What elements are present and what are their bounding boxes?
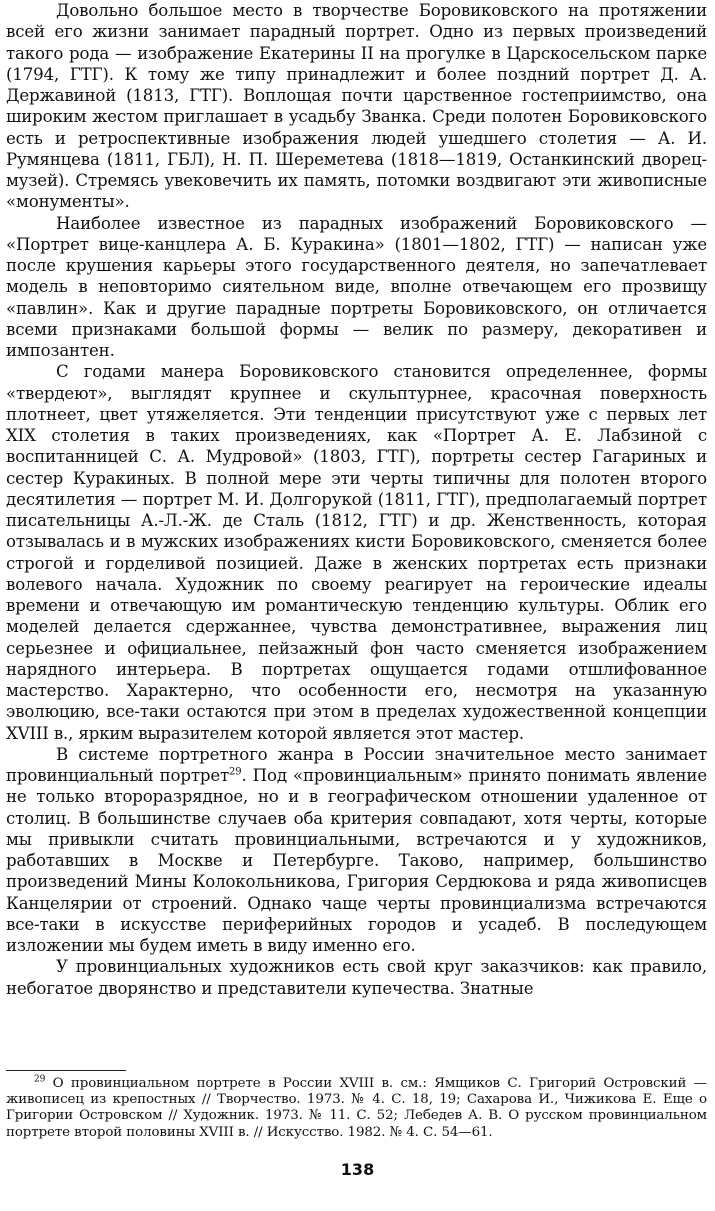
paragraph-5: У провинциальных художников есть свой круг заказчиков: как правило, небогатое дворянство и представители купечества. Знатные	[6, 957, 707, 998]
paragraph-1: Довольно большое место в творчестве Боровиковского на протяжении всей его жизни занимает парадный портрет. Одно из первых произведений такого рода — изображение Екатерины II на прогулке в Царскосельском парке (1794, ГТГ). К тому же типу принадлежит и более поздний портрет Д. А. Державиной (1813, ГТГ). Воплощая почти царственное гостеприимство, она широким жестом приглашает в усадьбу Званка. Среди полотен Боровиковского есть и ретроспективные изображения людей ушедшего столетия — А. И. Румянцева (1811, ГБЛ), Н. П. Шереметева (1818—1819, Останкинский дворец-музей). Стремясь увековечить их память, потомки воздвигают эти живописные «монументы».	[6, 1, 707, 212]
footnote-divider	[6, 1070, 126, 1071]
page-number: 138	[340, 1160, 375, 1179]
main-text	[6, 0, 707, 999]
paragraph-4-start: В системе портретного жанра в России значительное место занимает провинциальный портрет	[6, 744, 707, 785]
paragraph-4	[6, 744, 707, 957]
footnote-number: 29	[34, 1074, 46, 1085]
paragraph-2: Наиболее известное из парадных изображений Боровиковского — «Портрет вице-канцлера А. Б. Куракина» (1801—1802, ГТГ) — написан уже после крушения карьеры этого государственного деятеля, но запечатлевает модель в неповторимо сиятельном виде, вполне отвечающем его прозвищу «павлин». Как и другие парадные портреты Боровиковского, он отличается всеми признаками большой формы — велик по размеру, декоративен и импозантен.	[6, 213, 707, 360]
footnote-29	[6, 1076, 707, 1141]
paragraph-4-end: Однако чаще черты провинциализма встречаются все-таки в искусстве периферийных городов и усадеб. В последующем изложении мы будем иметь в виду именно его.	[6, 893, 708, 955]
footnotes	[6, 1076, 707, 1141]
paragraph-3: С годами манера Боровиковского становится определеннее, формы «твердеют», выглядят крупнее и скульптурнее, красочная поверхность плотнеет, цвет утяжеляется. Эти тенденции присутствуют уже с первых лет XIX столетия в таких произведениях, как «Портрет А. Е. Лабзиной с воспитанницей С. А. Мудровой» (1803, ГТГ), портреты сестер Гагариных и сестер Куракиных. В полной мере эти черты типичны для полотен второго десятилетия — портрет М. И. Долгорукой (1811, ГТГ), предполагаемый портрет писательницы А.-Л.-Ж. де Сталь (1812, ГТГ) и др. Женственность, которая отзывалась и в мужских изображениях кисти Боровиковского, сменяется более строгой и горделивой позицией. Даже в женских портретах есть признаки волевого начала. Художник по своему реагирует на героические идеалы времени и отвечающую им романтическую тенденцию культуры. Облик его моделей делается сдержаннее, чувства демонстративнее, выражения лиц серьезнее и официальнее, пейзажный фон часто сменяется изображением нарядного интерьера. В портретах ощущается годами отшлифованное мастерство. Характерно, что особенности его, несмотря на указанную эволюцию, все-таки остаются при этом в пределах художественной концепции XVIII в., ярким выразителем которой является этот мастер.	[6, 362, 707, 743]
footnote-text: О провинциальном портрете в России XVIII в. см.: Ямщиков С. Григорий Островский — живописец из крепостных // Творчество. 1973. № 4. С. 18, 19; Сахарова И., Чижикова Е. Еще о Григории Островском // Художник. 1973. № 11. С. 52; Лебедев А. В. О русском провинциальном портрете второй половины XVIII в. // Искусство. 1982. № 4. С. 54—61.	[6, 1076, 707, 1140]
paragraph-4-middle: . Под «провинциальным» принято понимать явление не только второразрядное, но и в географическом отношении удаленное от столиц. В большинстве случаев оба критерия совпадают, хотя черты, которые мы привыкли считать провинциальными, встречаются и у художников, работавших в Москве и Петербурге. Таково, например, большинство произведений Мины Колокольникова, Григория Сердюкова и ряда живописцев Канцелярии от строений.	[6, 766, 707, 913]
footnote-reference[interactable]: 29	[229, 766, 242, 778]
